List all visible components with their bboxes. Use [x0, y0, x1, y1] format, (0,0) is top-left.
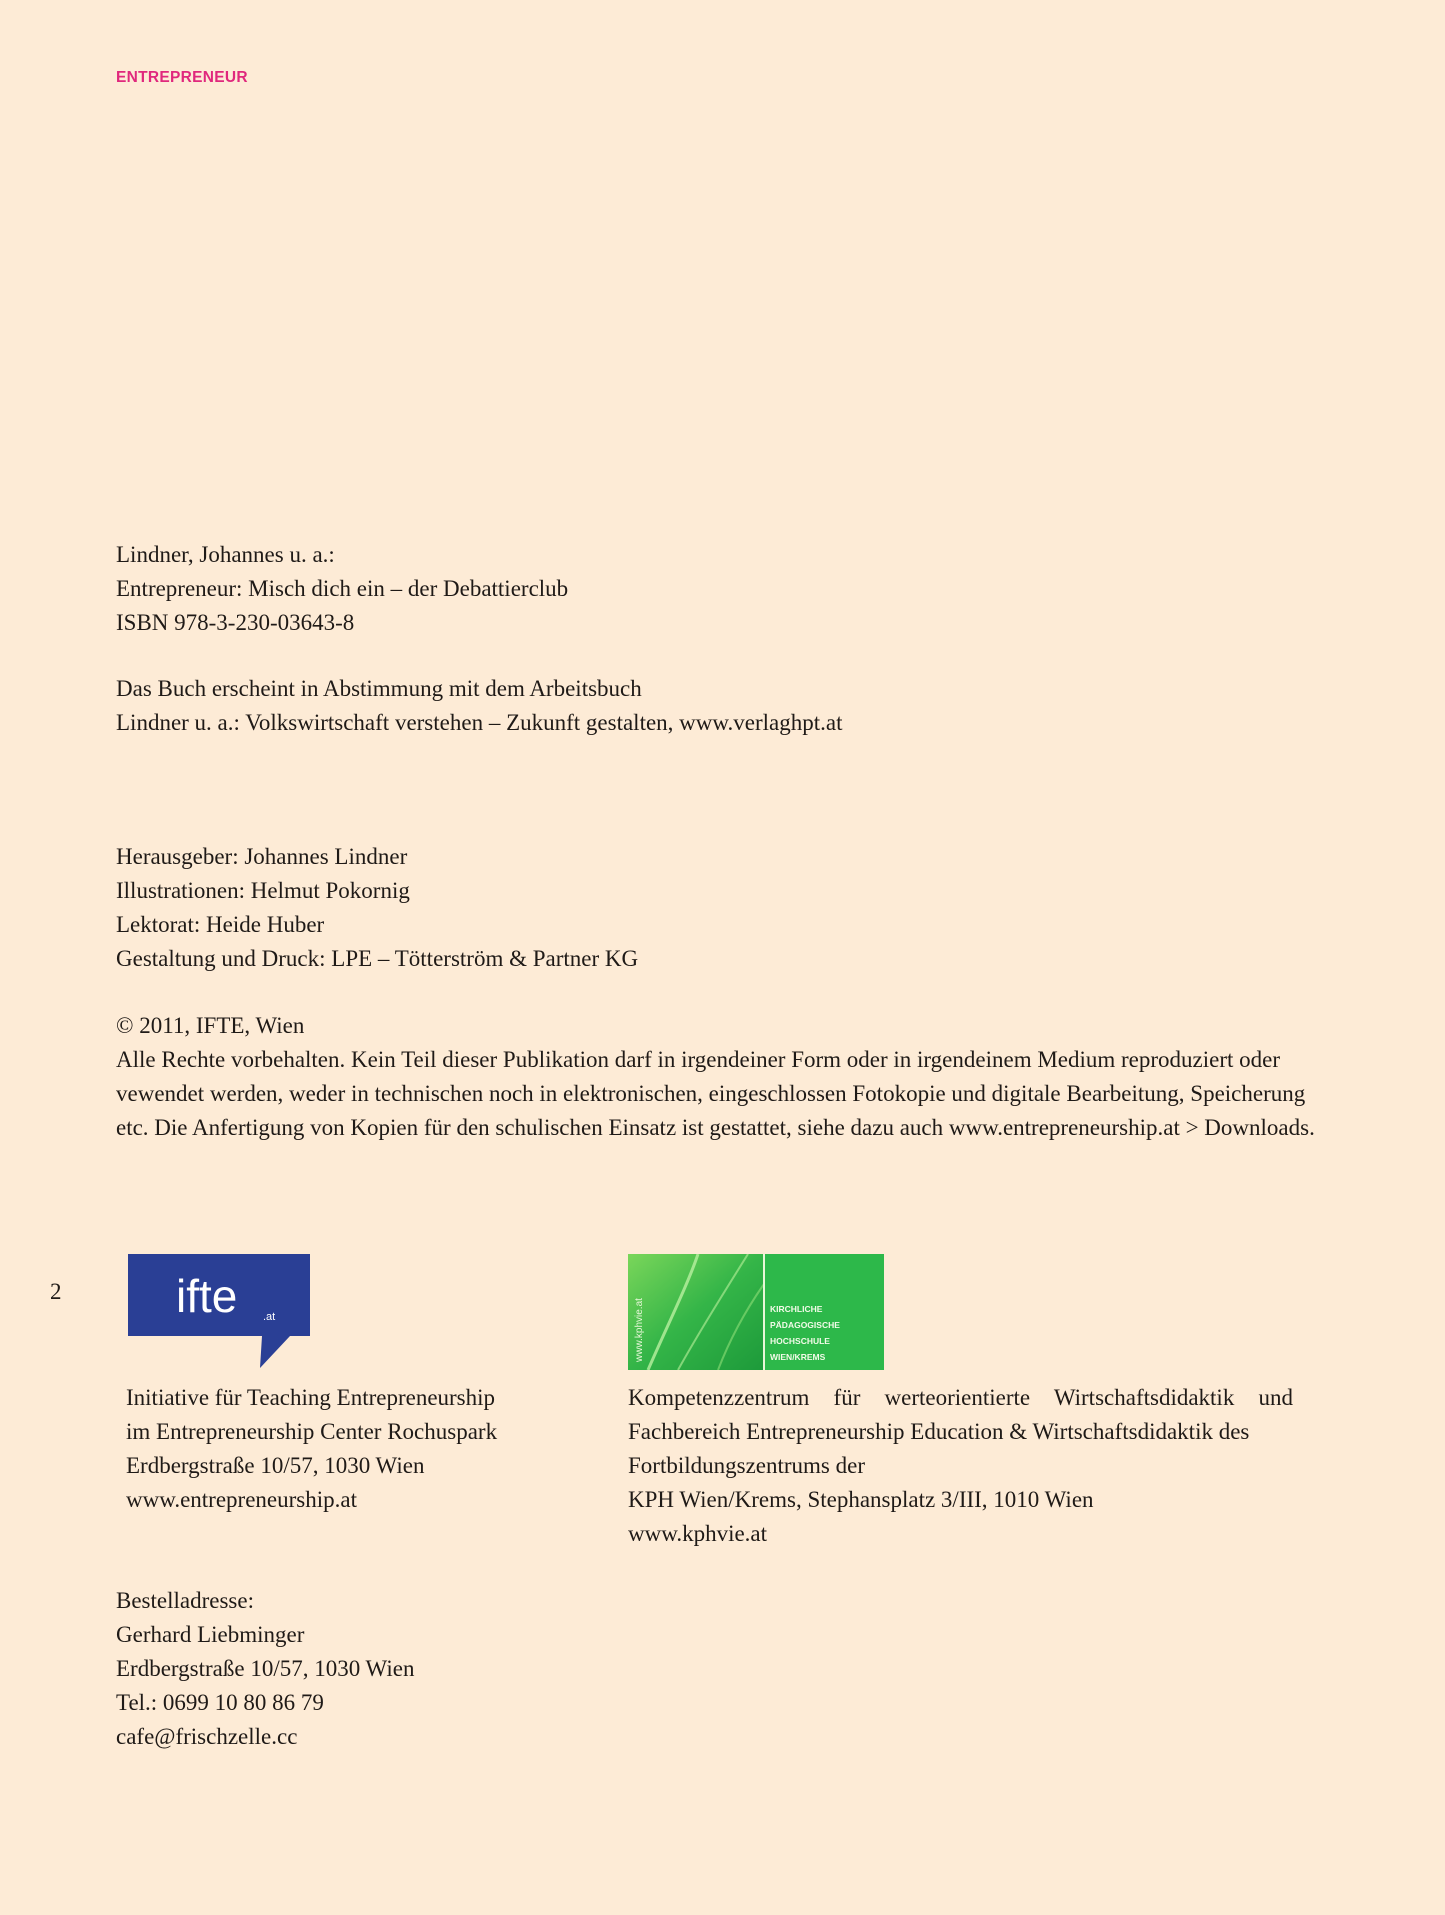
order-label: Bestelladresse:	[116, 1588, 254, 1613]
kph-line-3: Fortbildungszentrums der	[628, 1453, 865, 1478]
note-line-1: Das Buch erscheint in Abstimmung mit dem Arbeitsbuch	[116, 676, 642, 701]
credit-illustrations: Illustrationen: Helmut Pokornig	[116, 878, 410, 903]
credit-editor: Herausgeber: Johannes Lindner	[116, 844, 408, 869]
kph-logo	[628, 1254, 884, 1370]
ifte-name: Initiative für Teaching Entrepreneurship	[126, 1385, 496, 1410]
kph-logo-line-3: HOCHSCHULE	[770, 1336, 830, 1346]
credit-proofreading: Lektorat: Heide Huber	[116, 912, 325, 937]
copyright-notice: © 2011, IFTE, Wien	[116, 1013, 305, 1038]
kph-logo-line-4: WIEN/KREMS	[770, 1352, 826, 1362]
kph-logo-leaf-area	[628, 1254, 764, 1370]
kph-address: KPH Wien/Krems, Stephansplatz 3/III, 1010 Wien	[628, 1487, 1094, 1512]
order-name: Gerhard Liebminger	[116, 1622, 305, 1647]
bibliography-title: Entrepreneur: Misch dich ein – der Debattierclub	[116, 576, 569, 601]
ifte-institution	[126, 1381, 497, 1517]
ifte-logo-suffix: .at	[263, 1311, 276, 1323]
bibliography	[116, 538, 568, 640]
kph-logo-line-2: PÄDAGOGISCHE	[770, 1320, 840, 1330]
section-label: ENTREPRENEUR	[116, 69, 248, 86]
page-number: 2	[50, 1279, 62, 1304]
order-phone: Tel.: 0699 10 80 86 79	[116, 1690, 324, 1715]
copyright-text: Alle Rechte vorbehalten. Kein Teil dieser Publikation darf in irgendeiner Form oder in irgendeinem Medium reproduziert oder vewendet werden, weder in technischen noch in elektronischen, eingeschlossen Fotokopie und digitale Bearbeitung, Speicherung etc. Die Anfertigung von Kopien für den schulischen Einsatz ist gestattet, siehe dazu auch www.entrepreneurship.at > Downloads.	[116, 1047, 1315, 1140]
credit-design-print: Gestaltung und Druck: LPE – Tötterström & Partner KG	[116, 946, 639, 971]
ifte-logo-text: ifte	[176, 1270, 238, 1322]
bibliography-author: Lindner, Johannes u. a.:	[116, 542, 335, 567]
kph-institution	[628, 1381, 1293, 1551]
credits	[116, 840, 638, 976]
copyright	[116, 1009, 1336, 1145]
ifte-website: www.entrepreneurship.at	[126, 1487, 357, 1512]
note-line-2: Lindner u. a.: Volkswirtschaft verstehen – Zukunft gestalten, www.verlaghpt.at	[116, 710, 843, 735]
kph-logo-line-1: KIRCHLICHE	[770, 1304, 823, 1314]
order-street: Erdbergstraße 10/57, 1030 Wien	[116, 1656, 415, 1681]
ifte-address: Erdbergstraße 10/57, 1030 Wien	[126, 1453, 425, 1478]
order-email: cafe@frischzelle.cc	[116, 1724, 298, 1749]
kph-logo-vertical-text: www.kphvie.at	[634, 1298, 645, 1362]
kph-website: www.kphvie.at	[628, 1521, 768, 1546]
bibliography-isbn: ISBN 978-3-230-03643-8	[116, 610, 355, 635]
ifte-location: im Entrepreneurship Center Rochuspark	[126, 1419, 498, 1444]
ifte-logo	[128, 1254, 312, 1370]
order-address	[116, 1584, 414, 1754]
publication-note	[116, 672, 842, 740]
kph-line-1: Kompetenzzentrum für werteorientierte Wirtschaftsdidaktik und	[628, 1385, 1293, 1410]
kph-line-2: Fachbereich Entrepreneurship Education & Wirtschaftsdidaktik des	[628, 1419, 1250, 1444]
